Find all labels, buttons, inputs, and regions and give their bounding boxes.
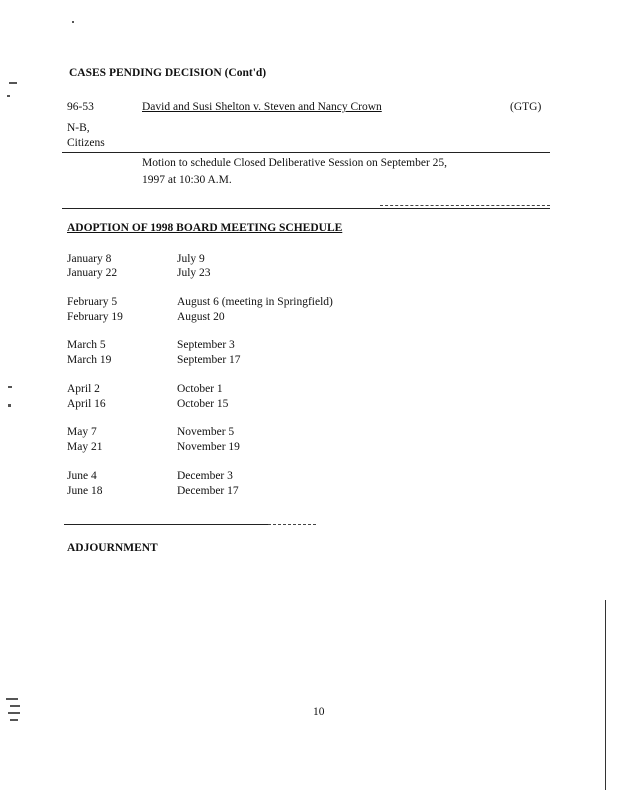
schedule-date-second-half: November 5 <box>177 426 235 438</box>
case-title: David and Susi Shelton v. Steven and Nancy Crown <box>142 101 382 113</box>
schedule-date-first-half: January 22 <box>67 267 118 279</box>
schedule-date-first-half: April 2 <box>67 383 100 395</box>
schedule-row <box>67 485 387 499</box>
schedule-date-first-half: March 5 <box>67 339 106 351</box>
scan-speck <box>8 404 11 407</box>
motion-text-line-2: 1997 at 10:30 A.M. <box>142 174 232 186</box>
schedule-date-second-half: November 19 <box>177 441 240 453</box>
schedule-row <box>67 339 387 353</box>
schedule-date-second-half: August 20 <box>177 311 225 323</box>
schedule-row <box>67 253 387 267</box>
scan-speck <box>72 21 74 23</box>
schedule-row <box>67 426 387 440</box>
schedule-date-second-half: July 9 <box>177 253 205 265</box>
section-divider <box>64 524 268 525</box>
schedule-date-first-half: January 8 <box>67 253 112 265</box>
case-code: (GTG) <box>510 101 542 113</box>
scan-speck <box>10 719 18 721</box>
section-divider <box>62 208 550 209</box>
schedule-date-first-half: May 21 <box>67 441 103 453</box>
section-divider-dashed <box>268 524 316 525</box>
schedule-row <box>67 296 387 310</box>
schedule-date-second-half: September 17 <box>177 354 241 366</box>
schedule-date-second-half: December 3 <box>177 470 233 482</box>
schedule-row <box>67 267 387 281</box>
schedule-row <box>67 311 387 325</box>
schedule-date-second-half: October 1 <box>177 383 223 395</box>
schedule-date-first-half: February 19 <box>67 311 123 323</box>
schedule-date-first-half: March 19 <box>67 354 112 366</box>
motion-text-line-1: Motion to schedule Closed Deliberative Session on September 25, <box>142 157 448 169</box>
party-code: N-B, <box>67 122 90 134</box>
case-number: 96-53 <box>67 101 94 113</box>
schedule-date-first-half: February 5 <box>67 296 118 308</box>
section-divider <box>62 152 550 153</box>
schedule-date-second-half: September 3 <box>177 339 235 351</box>
scan-edge-line <box>605 600 606 790</box>
schedule-row <box>67 470 387 484</box>
schedule-row <box>67 398 387 412</box>
schedule-date-first-half: May 7 <box>67 426 97 438</box>
scan-speck <box>8 712 20 714</box>
schedule-date-second-half: August 6 (meeting in Springfield) <box>177 296 333 308</box>
schedule-row <box>67 441 387 455</box>
section-heading-cases-pending: CASES PENDING DECISION (Cont'd) <box>69 67 267 79</box>
scan-dash-artifact <box>380 205 550 206</box>
schedule-row <box>67 383 387 397</box>
schedule-date-first-half: June 4 <box>67 470 97 482</box>
section-heading-schedule: ADOPTION OF 1998 BOARD MEETING SCHEDULE <box>67 222 343 234</box>
schedule-date-second-half: October 15 <box>177 398 229 410</box>
scan-speck <box>8 386 12 388</box>
page-number: 10 <box>313 706 325 718</box>
schedule-row <box>67 354 387 368</box>
scan-speck <box>6 698 18 700</box>
section-heading-adjournment: ADJOURNMENT <box>67 542 158 554</box>
schedule-date-second-half: July 23 <box>177 267 211 279</box>
scan-speck <box>7 95 10 97</box>
scan-speck <box>10 705 20 707</box>
schedule-date-first-half: April 16 <box>67 398 106 410</box>
schedule-date-second-half: December 17 <box>177 485 239 497</box>
schedule-date-first-half: June 18 <box>67 485 103 497</box>
scan-speck <box>9 82 17 84</box>
party-type: Citizens <box>67 137 105 149</box>
